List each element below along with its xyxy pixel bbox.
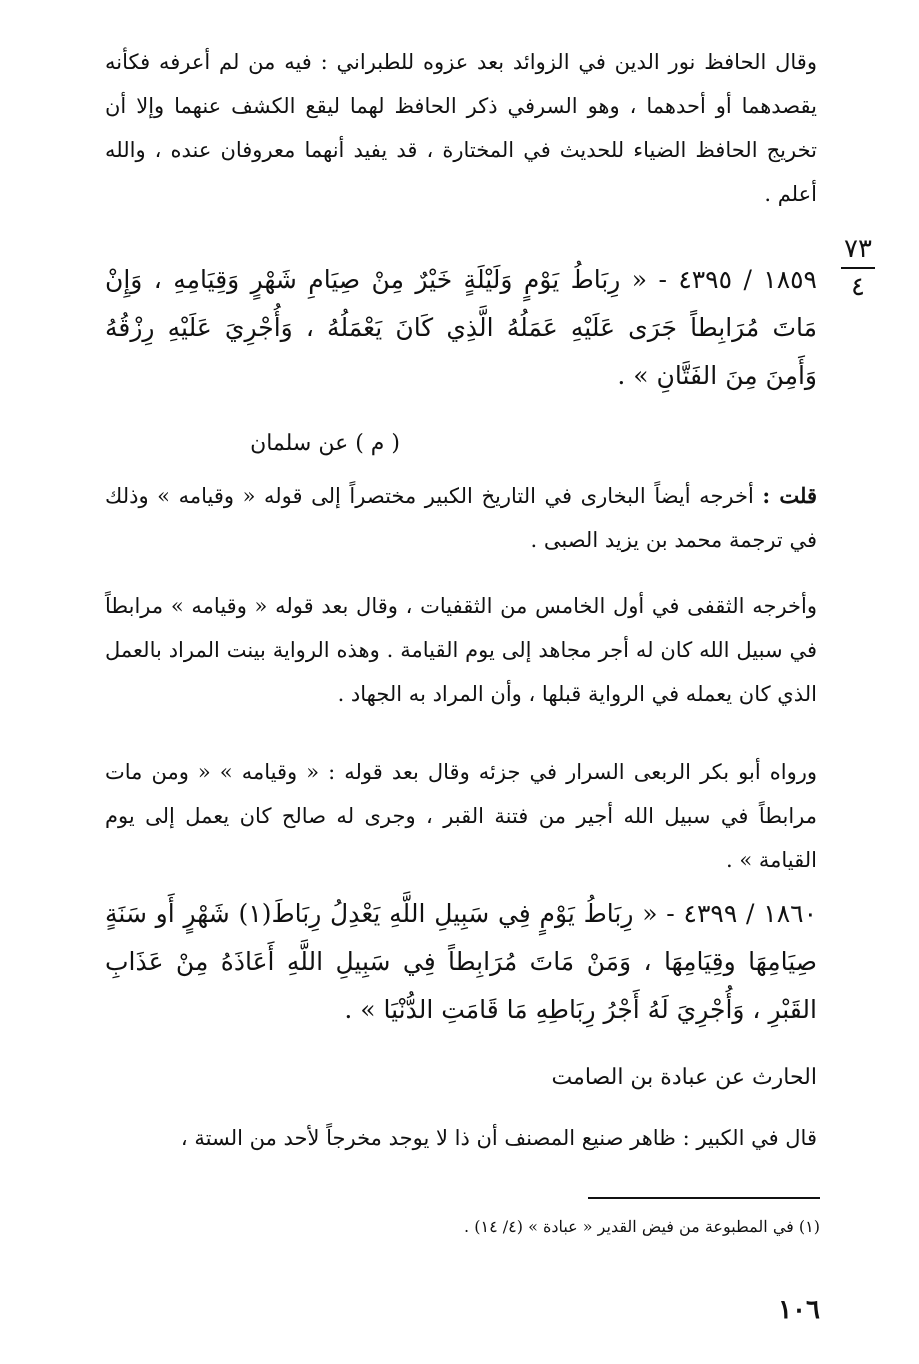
kabir-paragraph: قال في الكبير : ظاهر صنيع المصنف أن ذا لا يوجد مخرجاً لأحد من الستة ، (180, 1126, 817, 1150)
margin-reference (838, 232, 878, 304)
footnote: (١) في المطبوعة من فيض القدير « عبادة » (٤/ ١٤) . (464, 1217, 820, 1236)
hadith-1860: ١٨٦٠ / ٤٣٩٩ - « رِبَاطُ يَوْمٍ فِي سَبِيلِ اللَّهِ يَعْدِلُ رِبَاطَ(١) شَهْرٍ أَو سَنَةٍ صِيَامِهَا وقِيَامِهَا ، وَمَنْ مَاتَ مُرَابِطاً فِي سَبِيلِ اللَّهِ أَعَاذَهُ مِنْ عَذَابِ القَبْرِ ، وَأُجْرِيَ لَهُ أَجْرُ رِبَاطِهِ مَا قَامَتِ الدُّنْيَا » . (105, 899, 817, 1024)
qult-label: قلت : (762, 483, 817, 508)
hadith-1859-source: ( م ) عن سلمان (250, 431, 400, 456)
qult-text: أخرجه أيضاً البخارى في التاريخ الكبير مختصراً إلى قوله « وقيامه » وذلك في ترجمة محمد بن يزيد الصبى . (105, 484, 817, 552)
footnote-divider (588, 1197, 820, 1199)
hadith-1860-source: الحارث عن عبادة بن الصامت (551, 1065, 817, 1090)
hadith-1859: ١٨٥٩ / ٤٣٩٥ - « رِبَاطُ يَوْمٍ وَلَيْلَةٍ خَيْرٌ مِنْ صِيَامِ شَهْرٍ وَقِيَامِهِ ، وَإِنْ مَاتَ مُرَابِطاً جَرَى عَلَيْهِ عَمَلُهُ الَّذِي كَانَ يَعْمَلُهُ ، وَأُجْرِيَ عَلَيْهِ رِزْقُهُ وَأَمِنَ مِنَ الفَتَّانِ » . (105, 265, 817, 390)
thaqafi-paragraph: وأخرجه الثقفى في أول الخامس من الثقفيات ، وقال بعد قوله « وقيامه » مرابطاً في سبيل الله كان له أجر مجاهد إلى يوم القيامة . وهذه الرواية بينت المراد بالعمل الذي كان يعمله في الرواية قبلها ، وأن المراد به الجهاد . (105, 594, 817, 706)
margin-top-number: ٧٣ (844, 234, 872, 264)
page-number: ١٠٦ (778, 1295, 820, 1325)
margin-divider (841, 267, 875, 269)
qult-paragraph (105, 474, 817, 562)
margin-bottom-number: ٤ (851, 272, 865, 302)
intro-paragraph: وقال الحافظ نور الدين في الزوائد بعد عزوه للطبراني : فيه من لم أعرفه فكأنه يقصدهما أو أحدهما ، وهو السرفي ذكر الحافظ لهما ليقع الكشف عنهما وإلا أن تخريج الحافظ الضياء للحديث في المختارة ، قد يفيد أنهما معروفان عنده ، والله أعلم . (105, 50, 817, 206)
rubai-paragraph: ورواه أبو بكر الربعى السرار في جزئه وقال بعد قوله : « وقيامه » « ومن مات مرابطاً في سبيل الله أجير من فتنة القبر ، وجرى له صالح كان يعمل إلى يوم القيامة » . (105, 760, 817, 872)
